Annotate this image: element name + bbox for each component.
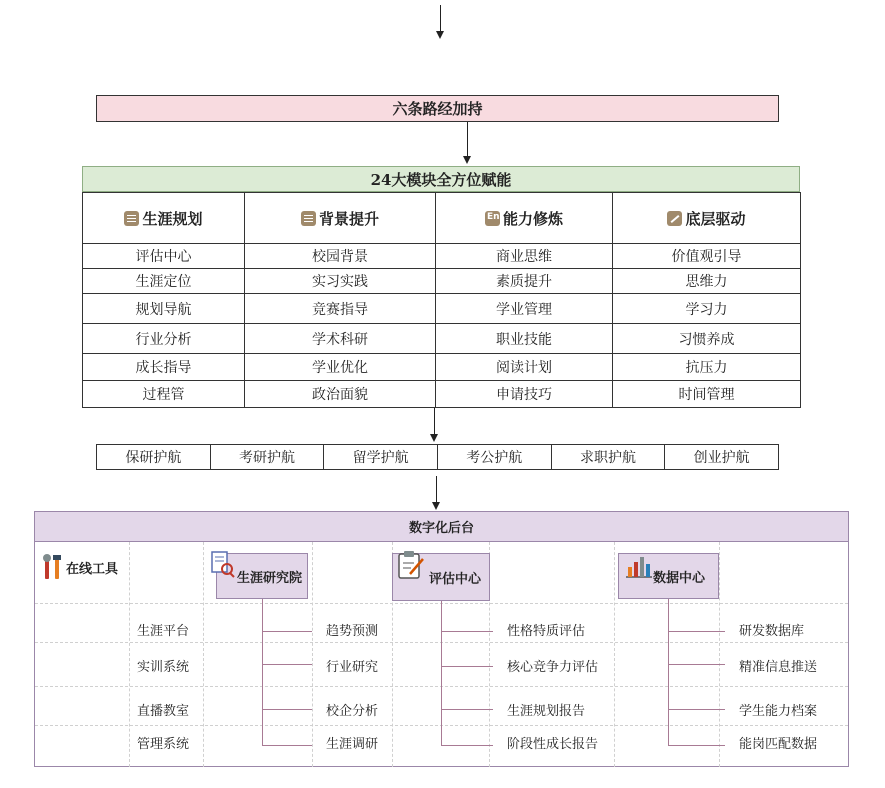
list-doc-icon (124, 211, 139, 226)
module-cell: 评估中心 (83, 244, 245, 269)
module-cell: 商业思维 (436, 244, 613, 269)
module-cell: 政治面貌 (245, 381, 436, 408)
module-header-drive: 底层驱动 (613, 193, 801, 244)
nav-entrepreneurship: 创业护航 (665, 445, 779, 470)
grid-line (203, 542, 204, 767)
assessment-item: 性格特质评估 (507, 624, 586, 639)
assessment-item: 生涯规划报告 (507, 704, 586, 719)
six-paths-title: 六条路经加持 (392, 100, 483, 118)
module-cell: 时间管理 (613, 381, 801, 408)
module-cell: 习惯养成 (613, 324, 801, 354)
module-cell: 素质提升 (436, 269, 613, 294)
module-cell: 行业分析 (83, 324, 245, 354)
assessment-item: 核心竞争力评估 (507, 660, 599, 675)
module-header-career-planning: 生涯规划 (83, 193, 245, 244)
assessment-center-box: 评估中心 (392, 553, 490, 601)
modules-title: 24大模块全方位赋能 (370, 170, 512, 189)
nav-civil-service: 考公护航 (437, 445, 551, 470)
data-center-item: 能岗匹配数据 (739, 737, 818, 752)
research-item: 行业研究 (326, 660, 379, 675)
module-header-ability: En 能力修炼 (436, 193, 613, 244)
module-cell: 竞赛指导 (245, 294, 436, 324)
research-item: 校企分析 (326, 704, 379, 719)
assessment-item: 阶段性成长报告 (507, 737, 599, 752)
bar-chart-icon (624, 553, 654, 579)
grid-line (719, 542, 720, 767)
module-cell: 申请技巧 (436, 381, 613, 408)
module-cell: 成长指导 (83, 354, 245, 381)
flow-arrow-top (440, 5, 441, 31)
module-cell: 抗压力 (613, 354, 801, 381)
grid-line (312, 542, 313, 767)
online-tools-header: 在线工具 (42, 552, 132, 582)
flow-arrowhead-2 (463, 156, 471, 164)
nav-job-seeking: 求职护航 (551, 445, 665, 470)
online-tool-item: 实训系统 (137, 660, 190, 675)
research-item: 生涯调研 (326, 737, 379, 752)
module-header-background: 背景提升 (245, 193, 436, 244)
tree-connector (668, 745, 725, 746)
module-cell: 价值观引导 (613, 244, 801, 269)
list-doc-icon (301, 211, 316, 226)
grid-line (614, 542, 615, 767)
flow-arrowhead-4 (432, 502, 440, 510)
tree-connector (441, 745, 493, 746)
tree-connector (668, 709, 725, 710)
navigation-row (96, 444, 779, 470)
data-center-item: 研发数据库 (739, 624, 805, 639)
tree-connector (668, 599, 669, 745)
flow-arrow-3 (434, 408, 435, 434)
tree-connector (441, 709, 493, 710)
nav-postgrad-recommend: 保研护航 (97, 445, 211, 470)
modules-banner (82, 166, 800, 192)
pen-icon (667, 211, 682, 226)
tools-icon (42, 553, 66, 581)
tree-connector (262, 745, 312, 746)
nav-postgrad-exam: 考研护航 (210, 445, 324, 470)
module-cell: 学术科研 (245, 324, 436, 354)
data-center-box: 数据中心 (618, 553, 719, 599)
module-cell: 学业管理 (436, 294, 613, 324)
flow-arrowhead-3 (430, 434, 438, 442)
tree-connector (441, 631, 493, 632)
six-paths-banner (96, 95, 779, 122)
online-tool-item: 管理系统 (137, 737, 190, 752)
module-cell: 阅读计划 (436, 354, 613, 381)
module-cell: 过程管 (83, 381, 245, 408)
flow-arrow-2 (467, 122, 468, 156)
research-institute-box: 生涯研究院 (216, 553, 308, 599)
module-cell: 职业技能 (436, 324, 613, 354)
magnifier-doc-icon (210, 550, 236, 578)
module-cell: 生涯定位 (83, 269, 245, 294)
tree-connector (262, 599, 263, 745)
nav-study-abroad: 留学护航 (324, 445, 438, 470)
digital-backend-title: 数字化后台 (34, 511, 849, 542)
flow-arrow-4 (436, 476, 437, 502)
tree-connector (441, 601, 442, 746)
module-cell: 学习力 (613, 294, 801, 324)
online-tool-item: 生涯平台 (137, 624, 190, 639)
en-icon (485, 211, 500, 226)
module-cell: 校园背景 (245, 244, 436, 269)
module-cell: 规划导航 (83, 294, 245, 324)
tree-connector (262, 709, 312, 710)
tree-connector (262, 631, 312, 632)
online-tool-item: 直播教室 (137, 704, 190, 719)
research-item: 趋势预测 (326, 624, 379, 639)
modules-table (82, 192, 801, 408)
tree-connector (668, 631, 725, 632)
clipboard-icon (396, 550, 426, 580)
data-center-item: 学生能力档案 (739, 704, 818, 719)
tree-connector (668, 664, 725, 665)
flow-arrowhead-top (436, 31, 444, 39)
module-cell: 思维力 (613, 269, 801, 294)
tree-connector (441, 666, 493, 667)
module-cell: 实习实践 (245, 269, 436, 294)
data-center-item: 精准信息推送 (739, 660, 818, 675)
module-cell: 学业优化 (245, 354, 436, 381)
tree-connector (262, 664, 312, 665)
